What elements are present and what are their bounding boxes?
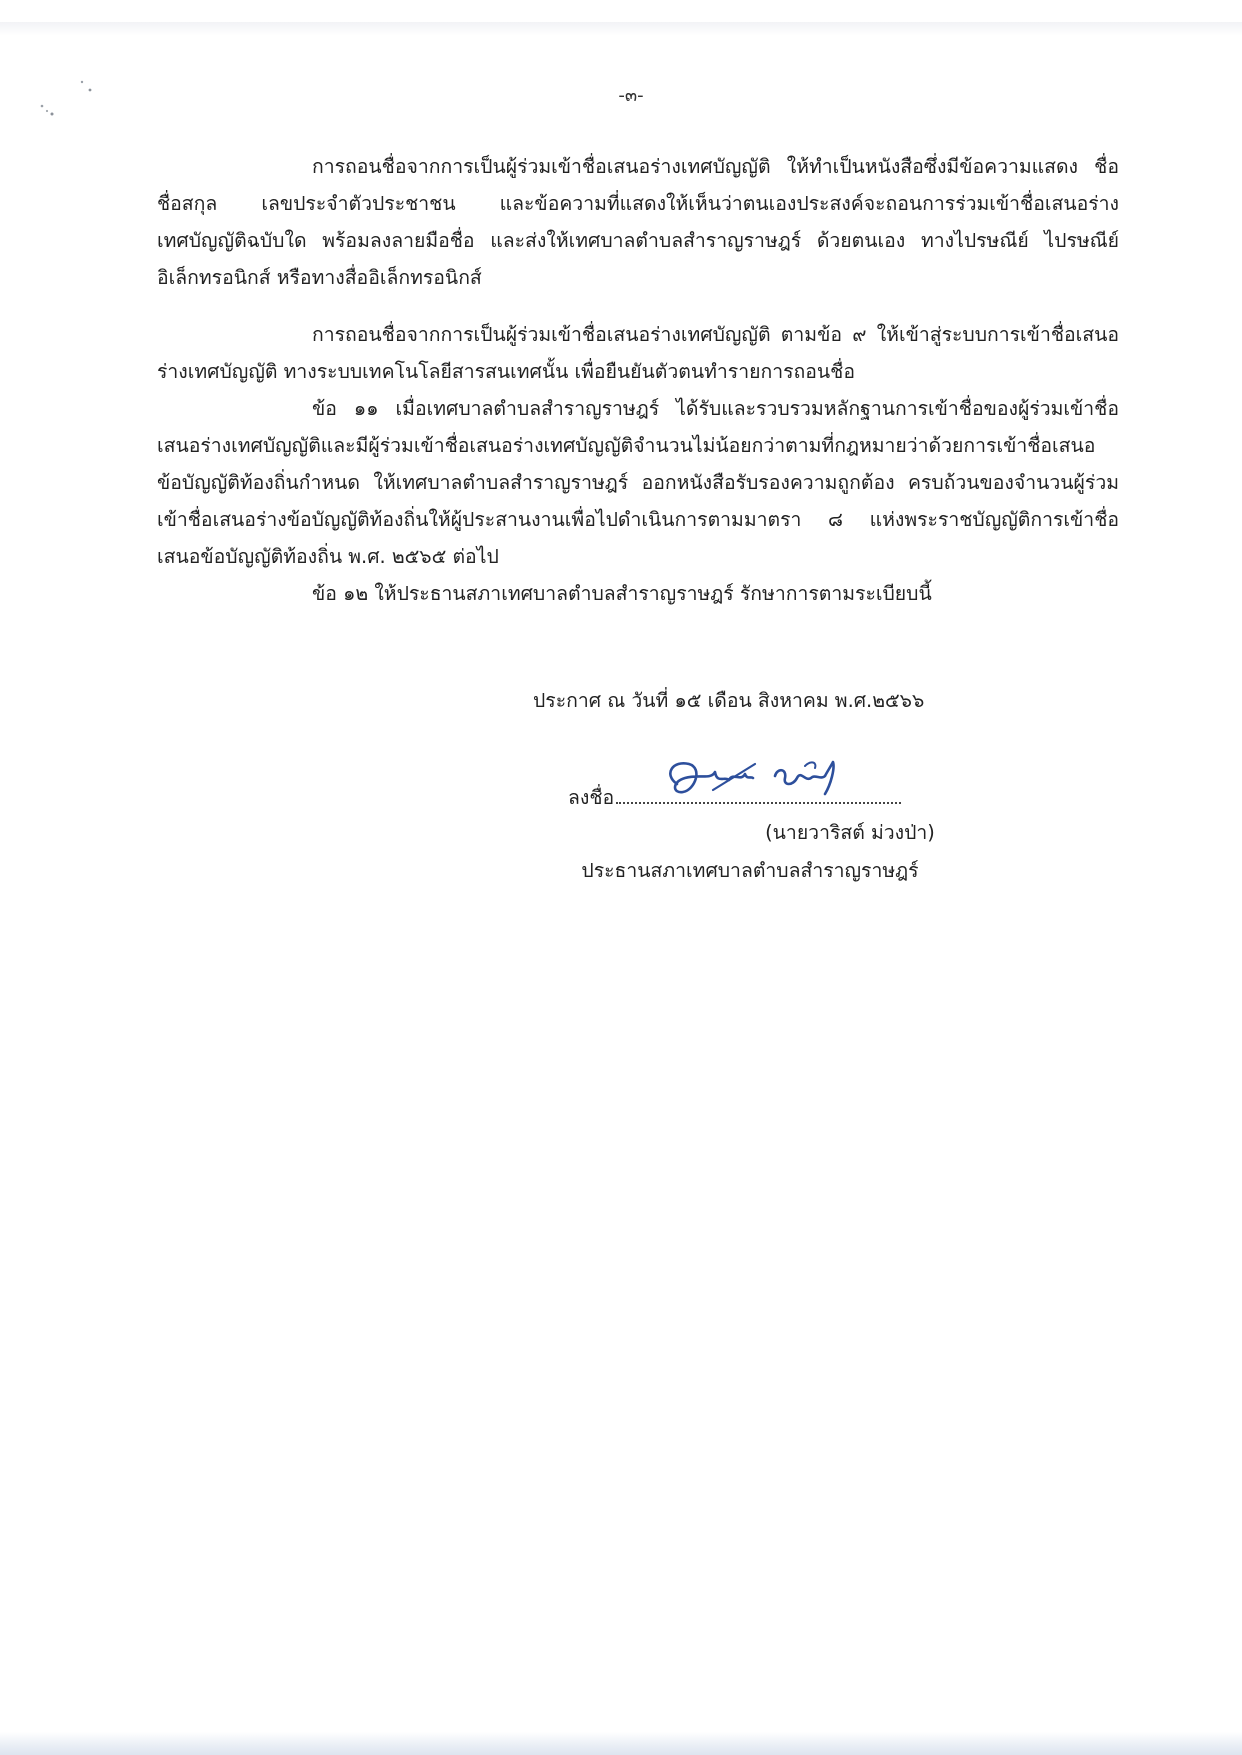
signer-name: (นายวาริสต์ ม่วงป่า) [765, 821, 935, 844]
announcement-date: ประกาศ ณ วันที่ ๑๕ เดือน สิงหาคม พ.ศ.๒๕๖๖ [533, 689, 925, 712]
paragraph-withdrawal-online: การถอนชื่อจากการเป็นผู้ร่วมเข้าชื่อเสนอร่างเทศบัญญัติ ตามข้อ ๙ ให้เข้าสู่ระบบการเข้าชื่อเสนอร่างเทศบัญญัติ ทางระบบเทคโนโลยีสารสนเทศนั้น เพื่อยืนยันตัวตนทำรายการถอนชื่อ [157, 323, 1119, 383]
page-number: -๓- [618, 85, 644, 106]
paragraph-clause-12: ข้อ ๑๒ ให้ประธานสภาเทศบาลตำบลสำราญราษฎร์ รักษาการตามระเบียบนี้ [312, 582, 932, 605]
document-body [157, 148, 1119, 612]
signer-title: ประธานสภาเทศบาลตำบลสำราญราษฎร์ [581, 859, 919, 882]
sign-label: ลงชื่อ [568, 786, 615, 809]
scan-edge-bottom [0, 1732, 1242, 1755]
scan-edge-top [0, 22, 1242, 36]
paragraph-withdrawal-letter: การถอนชื่อจากการเป็นผู้ร่วมเข้าชื่อเสนอร่างเทศบัญญัติ ให้ทำเป็นหนังสือซึ่งมีข้อความแสดง ชื่อ ชื่อสกุล เลขประจำตัวประชาชน และข้อความที่แสดงให้เห็นว่าตนเองประสงค์จะถอนการร่วมเข้าชื่อเสนอร่างเทศบัญญัติฉบับใด พร้อมลงลายมือชื่อ และส่งให้เทศบาลตำบลสำราญราษฎร์ ด้วยตนเอง ทางไปรษณีย์ ไปรษณีย์อิเล็กทรอนิกส์ หรือทางสื่ออิเล็กทรอนิกส์ [157, 155, 1119, 289]
paragraph-clause-11: ข้อ ๑๑ เมื่อเทศบาลตำบลสำราญราษฎร์ ได้รับและรวบรวมหลักฐานการเข้าชื่อของผู้ร่วมเข้าชื่อเสนอร่างเทศบัญญัติและมีผู้ร่วมเข้าชื่อเสนอร่างเทศบัญญัติจำนวนไม่น้อยกว่าตามที่กฎหมายว่าด้วยการเข้าชื่อเสนอข้อบัญญัติท้องถิ่นกำหนด ให้เทศบาลตำบลสำราญราษฎร์ ออกหนังสือรับรองความถูกต้อง ครบถ้วนของจำนวนผู้ร่วมเข้าชื่อเสนอร่างข้อบัญญัติท้องถิ่นให้ผู้ประสานงานเพื่อไปดำเนินการตามมาตรา ๘ แห่งพระราชบัญญัติการเข้าชื่อเสนอข้อบัญญัติท้องถิ่น พ.ศ. ๒๕๖๕ ต่อไป [157, 397, 1119, 568]
handwritten-signature [655, 754, 855, 806]
